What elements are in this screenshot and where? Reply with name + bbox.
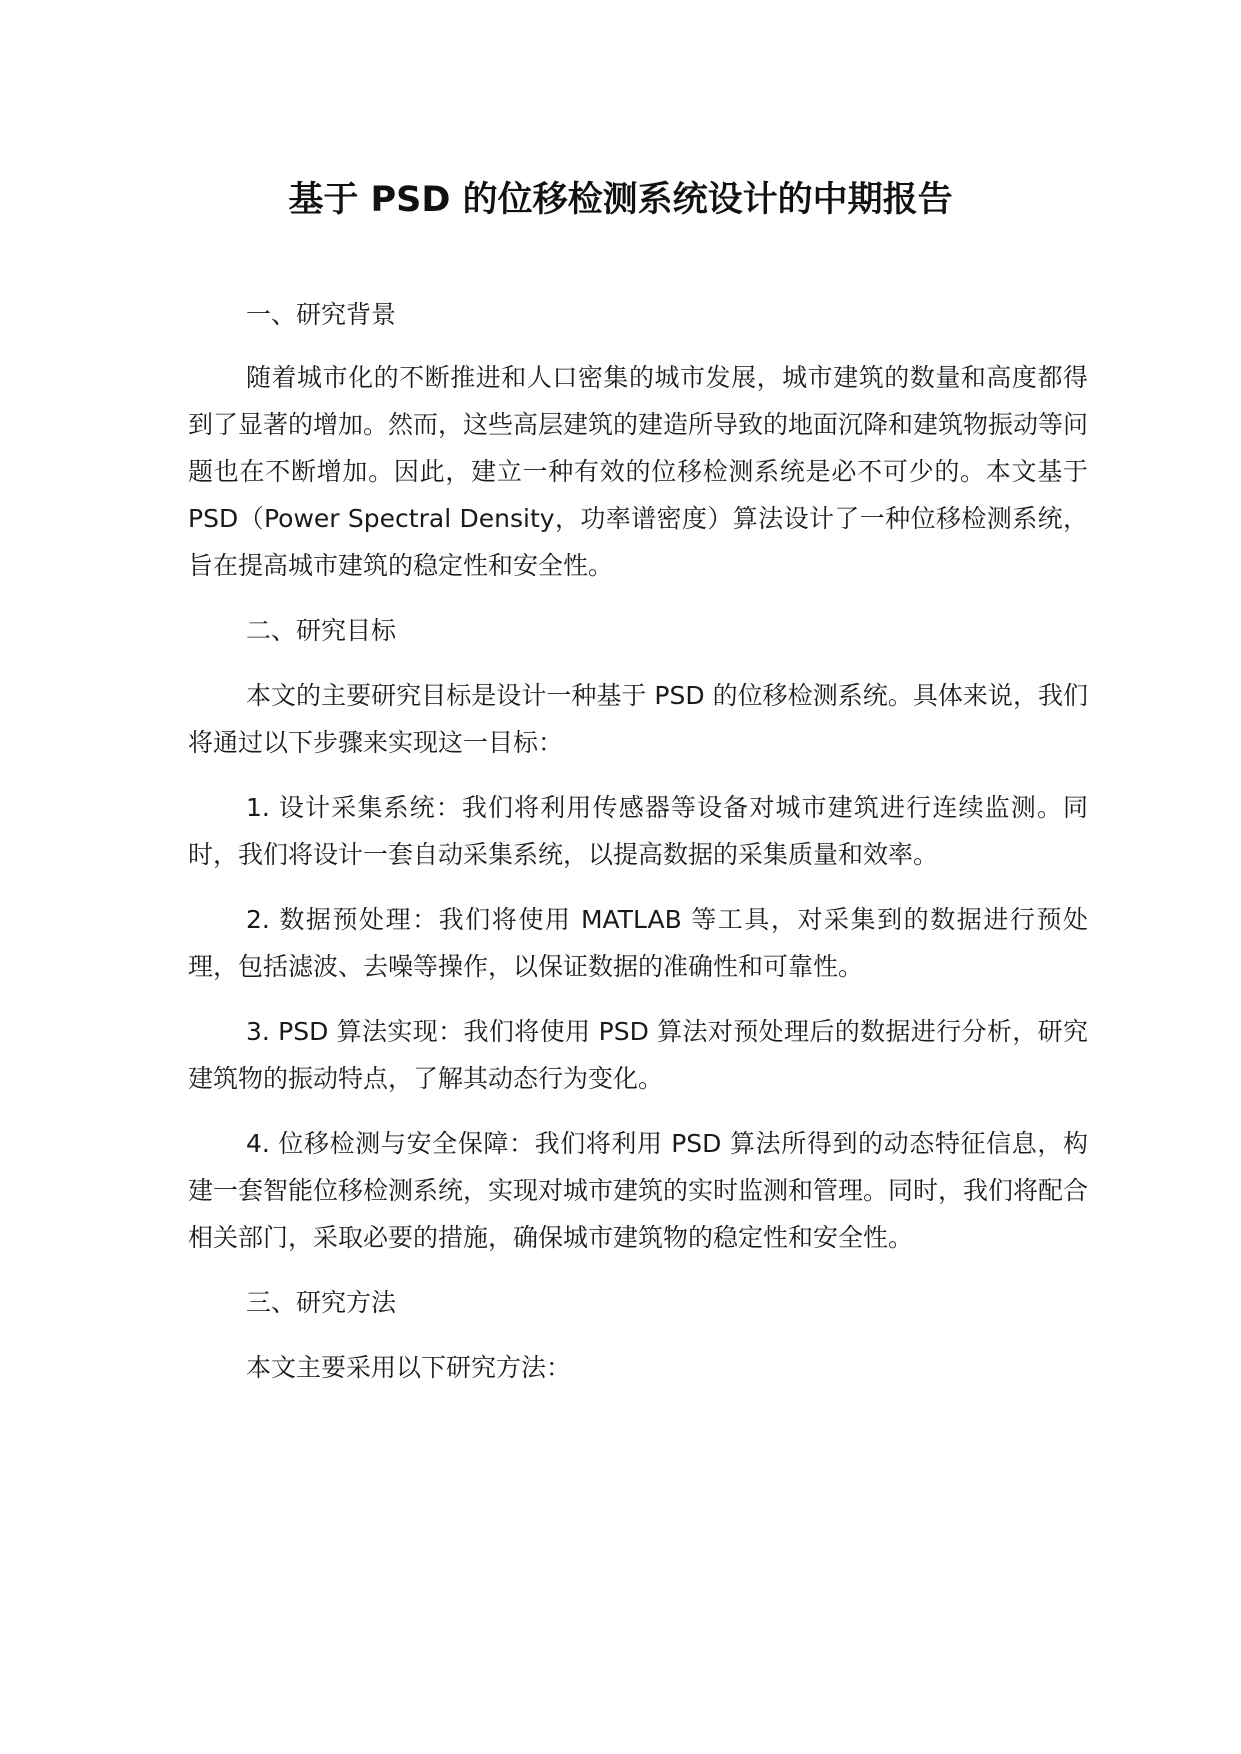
document-title: 基于 PSD 的位移检测系统设计的中期报告 — [288, 180, 953, 220]
paragraph-goal-step-4: 4. 位移检测与安全保障：我们将利用 PSD 算法所得到的动态特征信息，构建一套智能位移检测系统，实现对城市建筑的实时监测和管理。同时，我们将配合相关部门，采取必要的措施，确保城市建筑物的稳定性和安全性。 — [188, 1129, 1089, 1252]
paragraph-methods-intro: 本文主要采用以下研究方法： — [246, 1353, 572, 1382]
paragraph-goals-intro: 本文的主要研究目标是设计一种基于 PSD 的位移检测系统。具体来说，我们将通过以下步骤来实现这一目标： — [188, 681, 1088, 757]
document-body — [188, 291, 1088, 1409]
paragraph-background: 随着城市化的不断推进和人口密集的城市发展，城市建筑的数量和高度都得到了显著的增加。然而，这些高层建筑的建造所导致的地面沉降和建筑物振动等问题也在不断增加。因此，建立一种有效的位移检测系统是必不可少的。本文基于 PSD（Power Spectral Density，功率谱密度）算法设计了一种位移检测系统，旨在提高城市建筑的稳定性和安全性。 — [188, 363, 1089, 580]
section-heading-methods: 三、研究方法 — [246, 1288, 397, 1317]
section-heading-background: 一、研究背景 — [246, 300, 397, 329]
section-heading-goals: 二、研究目标 — [246, 616, 397, 645]
paragraph-goal-step-2: 2. 数据预处理：我们将使用 MATLAB 等工具，对采集到的数据进行预处理，包括滤波、去噪等操作，以保证数据的准确性和可靠性。 — [188, 905, 1088, 981]
paragraph-goal-step-3: 3. PSD 算法实现：我们将使用 PSD 算法对预处理后的数据进行分析，研究建筑物的振动特点，了解其动态行为变化。 — [188, 1017, 1088, 1093]
paragraph-goal-step-1: 1. 设计采集系统：我们将利用传感器等设备对城市建筑进行连续监测。同时，我们将设计一套自动采集系统，以提高数据的采集质量和效率。 — [188, 793, 1088, 869]
